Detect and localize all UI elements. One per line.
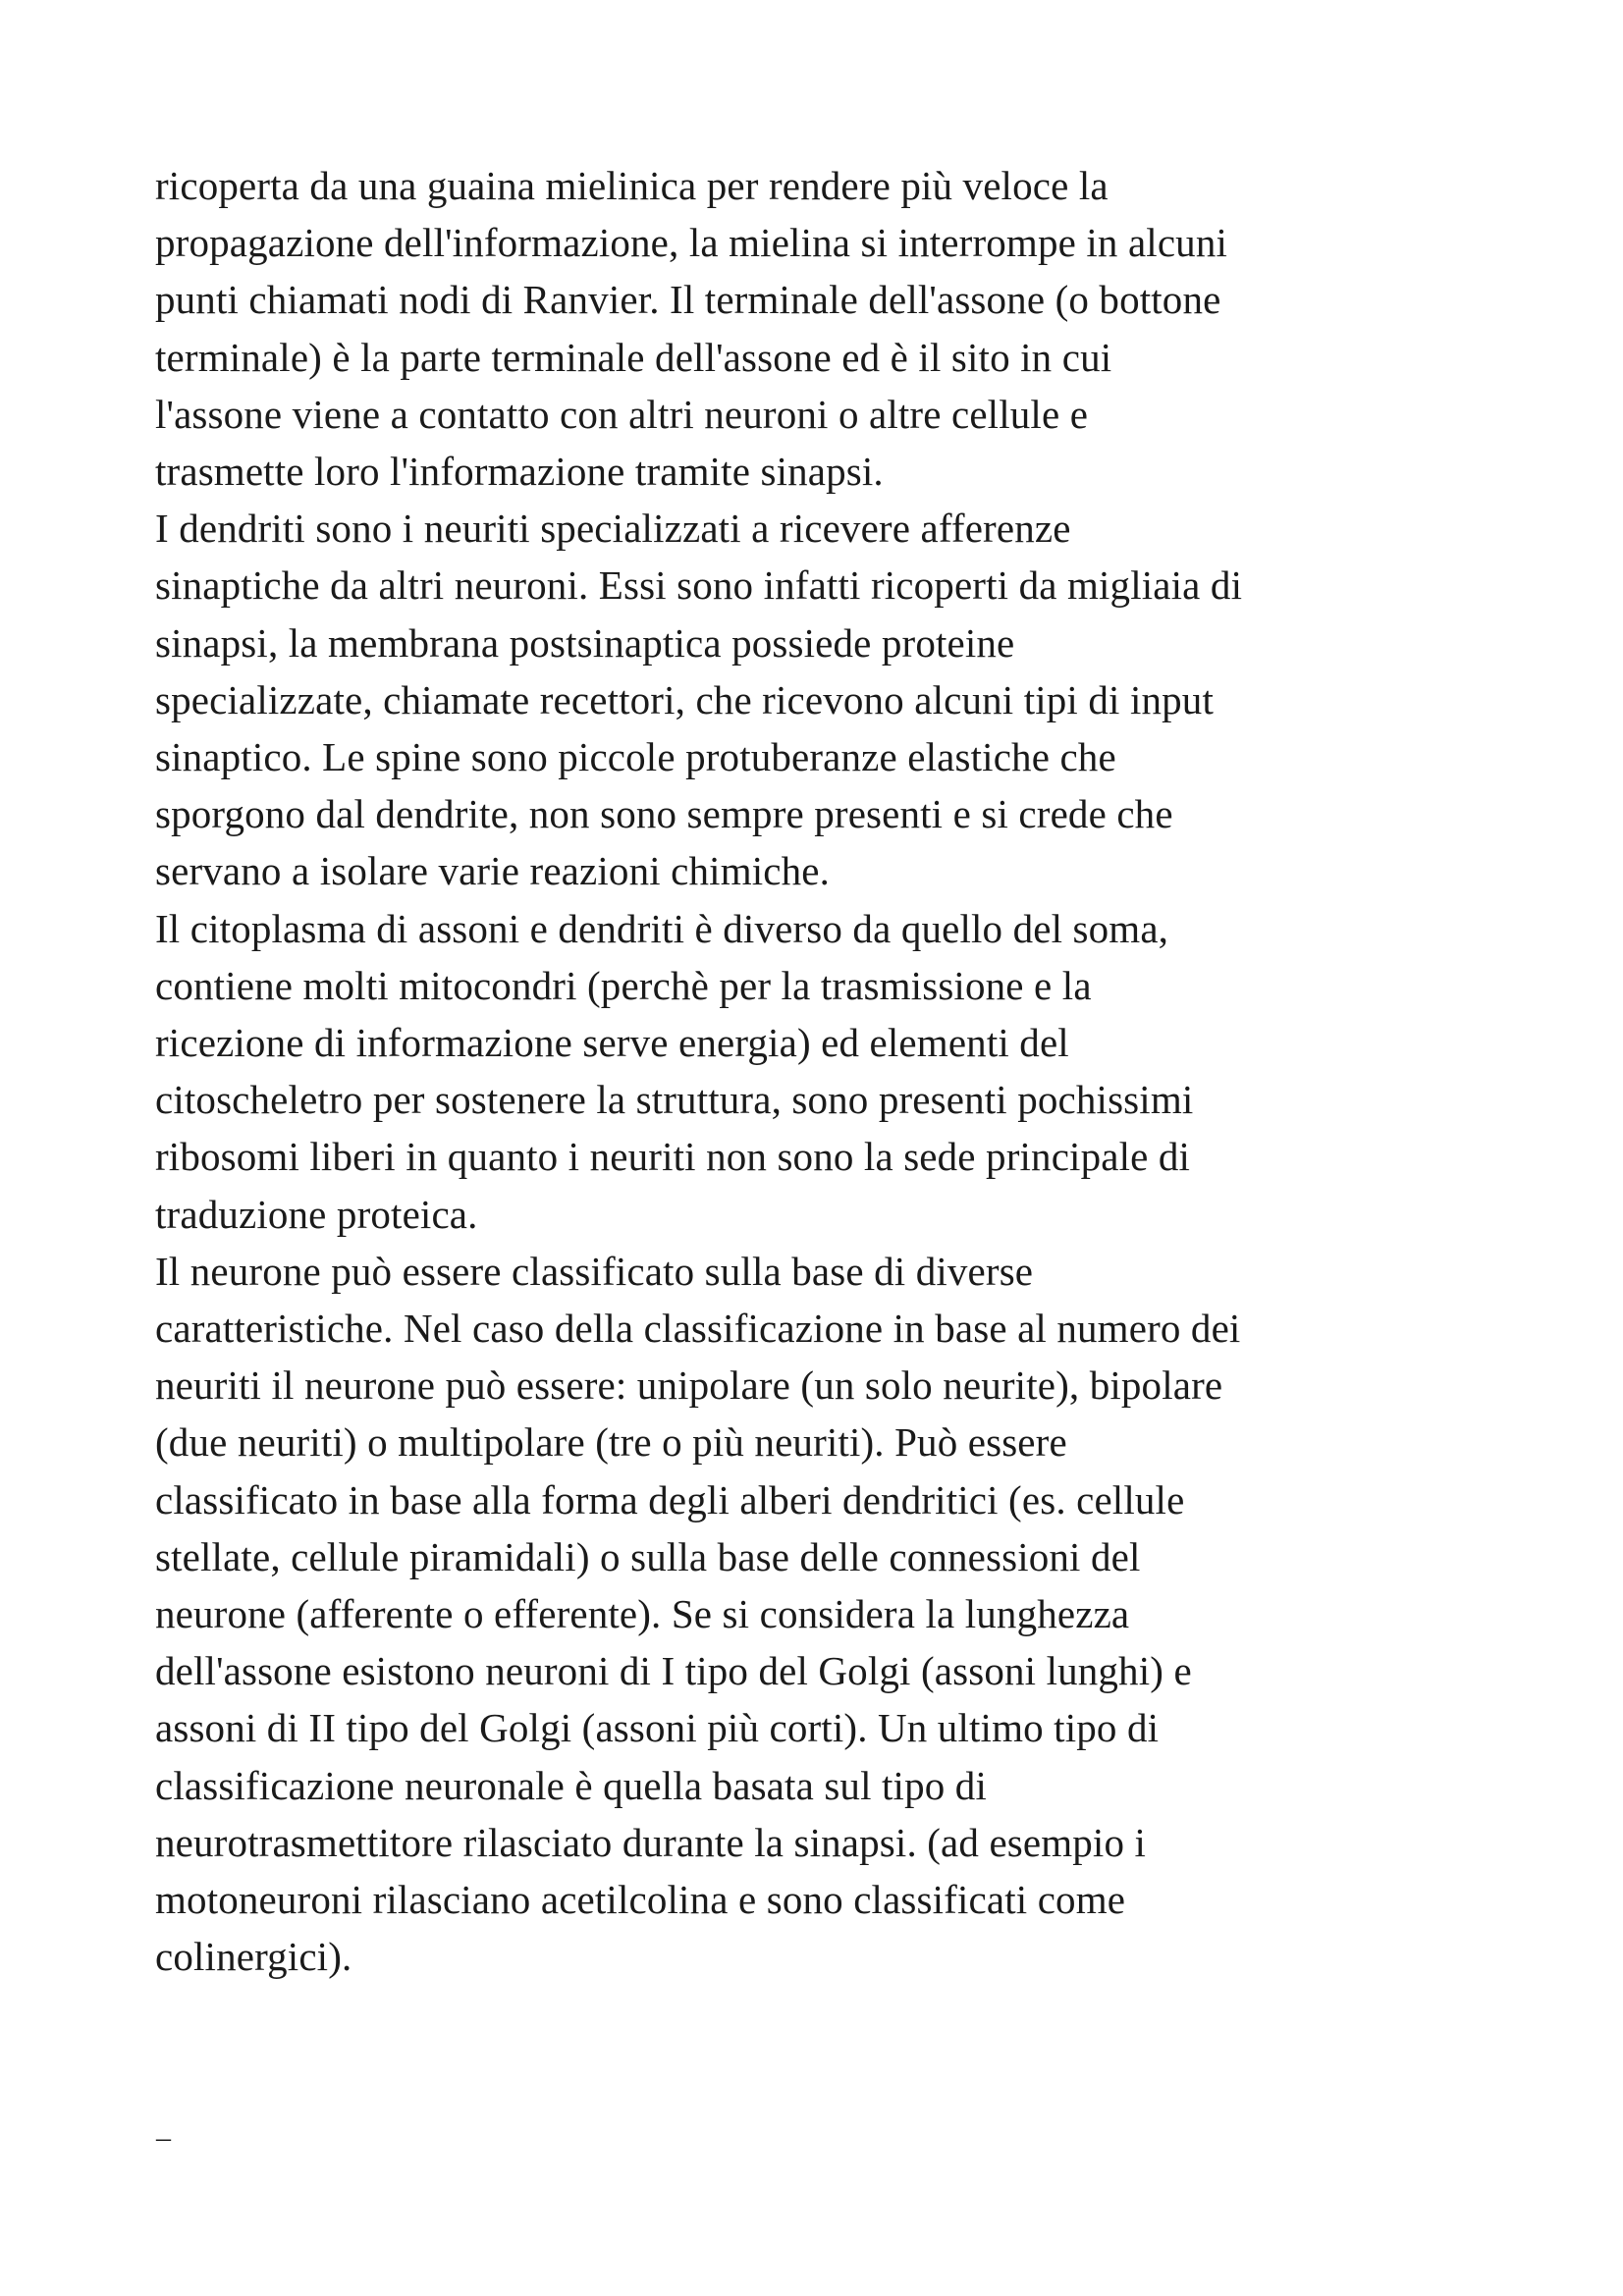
- text-line: trasmette loro l'informazione tramite sinapsi.: [155, 449, 884, 495]
- text-line: assoni di II tipo del Golgi (assoni più corti). Un ultimo tipo di: [155, 1705, 1160, 1751]
- text-line: (due neuriti) o multipolare (tre o più neuriti). Può essere: [155, 1419, 1067, 1466]
- text-line: servano a isolare varie reazioni chimiche.: [155, 848, 831, 894]
- text-line: motoneuroni rilasciano acetilcolina e sono classificati come: [155, 1877, 1126, 1923]
- text-line: neurotrasmettitore rilasciato durante la sinapsi. (ad esempio i: [155, 1819, 1147, 1865]
- text-line: l'assone viene a contatto con altri neuroni o altre cellule e: [155, 391, 1089, 437]
- footnote-separator-mark: –: [156, 2121, 171, 2154]
- text-line: citoscheletro per sostenere la struttura, sono presenti pochissimi: [155, 1077, 1194, 1123]
- text-line: Il neurone può essere classificato sulla base di diverse: [155, 1248, 1034, 1294]
- body-text: [155, 157, 1490, 1986]
- text-line: neurone (afferente o efferente). Se si considera la lunghezza: [155, 1591, 1130, 1637]
- text-line: classificato in base alla forma degli alberi dendritici (es. cellule: [155, 1476, 1185, 1522]
- text-line: classificazione neuronale è quella basata sul tipo di: [155, 1762, 987, 1808]
- text-line: traduzione proteica.: [155, 1191, 478, 1237]
- text-line: contiene molti mitocondri (perchè per la trasmissione e la: [155, 962, 1092, 1008]
- text-line: ricoperta da una guaina mielinica per rendere più veloce la: [155, 163, 1109, 208]
- text-line: Il citoplasma di assoni e dendriti è diverso da quello del soma,: [155, 905, 1169, 951]
- text-line: punti chiamati nodi di Ranvier. Il terminale dell'assone (o bottone: [155, 277, 1221, 323]
- text-line: I dendriti sono i neuriti specializzati a ricevere afferenze: [155, 506, 1071, 552]
- text-line: terminale) è la parte terminale dell'assone ed è il sito in cui: [155, 334, 1112, 380]
- text-line: ribosomi liberi in quanto i neuriti non sono la sede principale di: [155, 1134, 1191, 1180]
- text-line: ricezione di informazione serve energia) ed elementi del: [155, 1020, 1069, 1066]
- text-line: sinapsi, la membrana postsinaptica possiede proteine: [155, 619, 1015, 666]
- text-line: specializzate, chiamate recettori, che ricevono alcuni tipi di input: [155, 676, 1215, 722]
- text-line: neuriti il neurone può essere: unipolare (un solo neurite), bipolare: [155, 1362, 1223, 1409]
- text-line: dell'assone esistono neuroni di I tipo del Golgi (assoni lunghi) e: [155, 1648, 1192, 1694]
- text-line: sinaptico. Le spine sono piccole protuberanze elastiche che: [155, 734, 1116, 780]
- text-line: sinaptiche da altri neuroni. Essi sono infatti ricoperti da migliaia di: [155, 562, 1243, 609]
- text-line: caratteristiche. Nel caso della classificazione in base al numero dei: [155, 1306, 1241, 1352]
- text-line: stellate, cellule piramidali) o sulla base delle connessioni del: [155, 1533, 1141, 1579]
- text-line: sporgono dal dendrite, non sono sempre presenti e si crede che: [155, 791, 1173, 837]
- text-line: propagazione dell'informazione, la mielina si interrompe in alcuni: [155, 220, 1228, 266]
- text-line: colinergici).: [155, 1934, 352, 1980]
